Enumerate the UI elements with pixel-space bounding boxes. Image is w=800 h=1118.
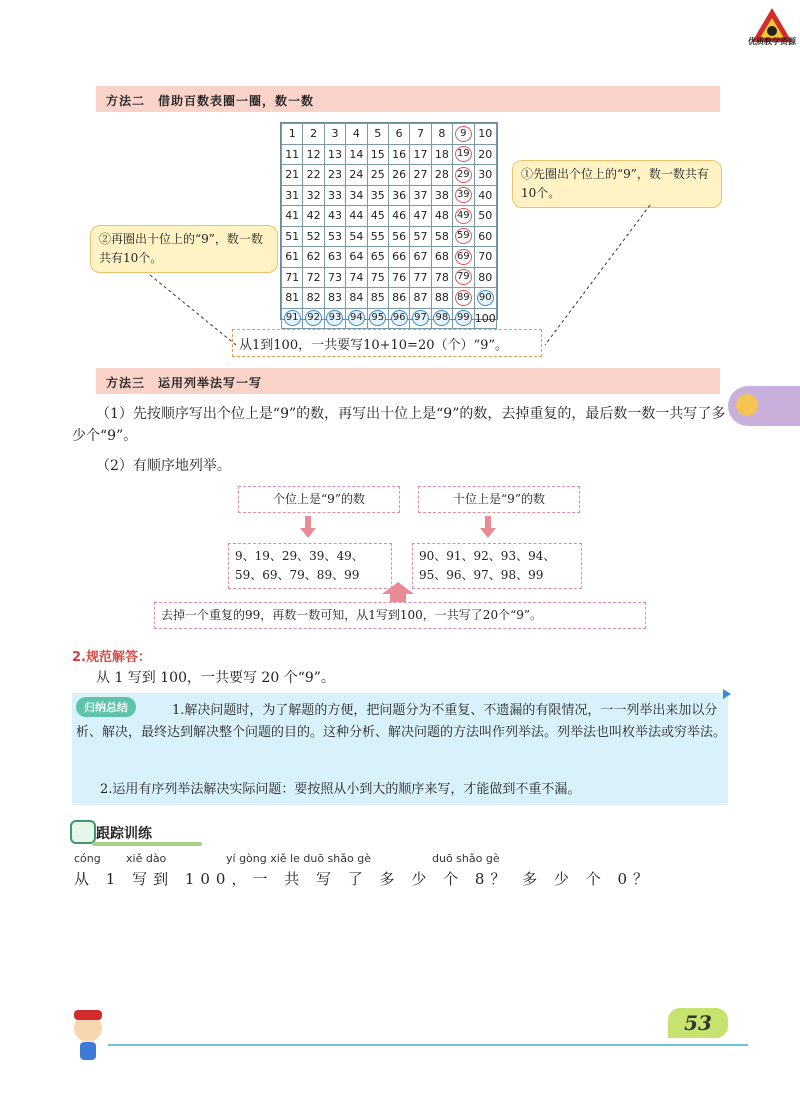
grid-cell: 63 — [324, 247, 345, 268]
grid-cell: 42 — [303, 206, 324, 227]
circled-number: 9 — [455, 126, 472, 142]
grid-cell: 46 — [388, 206, 409, 227]
tens-list-line1: 90、91、92、93、94、 — [419, 549, 556, 563]
grid-cell: 18 — [431, 144, 452, 165]
pinyin-3: yí gòng xiě le duō shǎo gè — [226, 852, 371, 865]
circled-number: 39 — [455, 187, 472, 203]
grid-cell: 86 — [388, 288, 409, 309]
summary-corner-icon — [723, 689, 731, 699]
circled-number: 95 — [369, 310, 386, 326]
grid-cell: 28 — [431, 165, 452, 186]
circled-number: 92 — [305, 310, 322, 326]
grid-cell: 76 — [388, 267, 409, 288]
circled-number: 90 — [477, 290, 494, 306]
grid-cell: 22 — [303, 165, 324, 186]
grid-cell: 72 — [303, 267, 324, 288]
grid-cell: 68 — [431, 247, 452, 268]
grid-cell: 53 — [324, 226, 345, 247]
grid-cell: 45 — [367, 206, 388, 227]
grid-cell: 75 — [367, 267, 388, 288]
conclusion-box — [154, 602, 646, 629]
grid-cell: 8 — [431, 124, 452, 145]
grid-cell: 35 — [367, 185, 388, 206]
circled-number: 29 — [455, 167, 472, 183]
grid-cell: 21 — [282, 165, 303, 186]
grid-cell: 23 — [324, 165, 345, 186]
bubble-ones-text: ①先圈出个位上的“9”，数一数共有10个。 — [521, 167, 709, 200]
up-arrow-icon — [380, 580, 416, 602]
pinyin-4: duō shǎo gè — [432, 852, 500, 865]
grid-cell: 67 — [410, 247, 431, 268]
ones-arrow-stem — [305, 516, 311, 528]
grid-cell: 2 — [303, 124, 324, 145]
pinyin-1: cóng — [74, 852, 101, 865]
circled-number: 89 — [455, 290, 472, 306]
exercise-text: 从 1 写到 100，一 共 写 了 多 少 个 8？ 多 少 个 0？ — [74, 870, 655, 888]
circled-number: 49 — [455, 208, 472, 224]
circled-number: 69 — [455, 249, 472, 265]
grid-cell: 37 — [410, 185, 431, 206]
tens-list-box — [412, 543, 582, 589]
grid-cell: 62 — [303, 247, 324, 268]
answer-text: 从 1 写到 100，一共要写 20 个“9”。 — [96, 670, 335, 686]
grid-cell: 80 — [474, 267, 496, 288]
circled-number: 99 — [455, 310, 472, 326]
grid-cell: 34 — [346, 185, 367, 206]
grid-cell: 84 — [346, 288, 367, 309]
grid-cell: 10 — [474, 124, 496, 145]
grid-cell: 30 — [474, 165, 496, 186]
grid-cell: 50 — [474, 206, 496, 227]
circled-number: 79 — [455, 269, 472, 285]
grid-cell: 33 — [324, 185, 345, 206]
grid-cell: 17 — [410, 144, 431, 165]
footer-line — [108, 1044, 748, 1046]
grid-cell: 52 — [303, 226, 324, 247]
result-text: 从1到100，一共要写10+10=20（个）“9”。 — [239, 338, 509, 353]
ones-arrow-icon — [300, 528, 316, 538]
circled-number: 96 — [391, 310, 408, 326]
grid-cell: 13 — [324, 144, 345, 165]
practice-title: 跟踪训练 — [96, 826, 152, 842]
tens-list-line2: 95、96、97、98、99 — [419, 568, 544, 582]
grid-cell: 12 — [303, 144, 324, 165]
grid-cell: 51 — [282, 226, 303, 247]
grid-cell: 27 — [410, 165, 431, 186]
connector-lines — [0, 0, 800, 360]
method3-p2: （2）有顺序地列举。 — [96, 458, 231, 474]
ones-list-box — [228, 543, 392, 589]
grid-cell: 26 — [388, 165, 409, 186]
grid-cell: 31 — [282, 185, 303, 206]
tens-arrow-icon — [480, 528, 496, 538]
grid-cell: 20 — [474, 144, 496, 165]
grid-cell: 14 — [346, 144, 367, 165]
grid-cell: 66 — [388, 247, 409, 268]
summary-box — [72, 693, 728, 805]
grid-cell: 11 — [282, 144, 303, 165]
grid-cell: 55 — [367, 226, 388, 247]
grid-cell: 81 — [282, 288, 303, 309]
grid-cell: 47 — [410, 206, 431, 227]
method3-title: 方法三 运用列举法写一写 — [106, 376, 263, 390]
tens-label: 十位上是“9”的数 — [453, 492, 545, 506]
grid-cell: 38 — [431, 185, 452, 206]
circled-number: 59 — [455, 228, 472, 244]
grid-cell: 85 — [367, 288, 388, 309]
tens-arrow-stem — [485, 516, 491, 528]
conclusion-text: 去掉一个重复的99，再数一数可知，从1写到100，一共写了20个“9”。 — [161, 608, 542, 622]
page-number: 53 — [668, 1008, 728, 1038]
ones-list-line1: 9、19、29、39、49、 — [235, 549, 364, 563]
grid-cell: 32 — [303, 185, 324, 206]
grid-cell: 70 — [474, 247, 496, 268]
logo-text: 优质教学资源 — [748, 37, 796, 46]
ones-label-box — [238, 486, 400, 513]
grid-cell: 1 — [282, 124, 303, 145]
grid-cell: 6 — [388, 124, 409, 145]
summary-p2: 2.运用有序列举法解决实际问题：要按照从小到大的顺序来写，才能做到不重不漏。 — [100, 782, 581, 797]
grid-cell: 36 — [388, 185, 409, 206]
circled-number: 93 — [326, 310, 343, 326]
summary-p1: 1.解决问题时，为了解题的方便，把问题分为不重复、不遗漏的有限情况，一一列举出来加以分析、解决，最终达到解决整个问题的目的。这种分析、解决问题的方法叫作列举法。列举法也叫枚举法或穷举法。 — [76, 703, 727, 740]
grid-cell: 24 — [346, 165, 367, 186]
grid-cell: 25 — [367, 165, 388, 186]
grid-cell: 64 — [346, 247, 367, 268]
grid-cell: 60 — [474, 226, 496, 247]
ones-label: 个位上是“9”的数 — [273, 492, 365, 506]
circled-number: 19 — [455, 146, 472, 162]
grid-cell: 4 — [346, 124, 367, 145]
grid-cell: 73 — [324, 267, 345, 288]
pinyin-2: xiě dào — [126, 852, 167, 865]
grid-cell: 41 — [282, 206, 303, 227]
grid-cell: 82 — [303, 288, 324, 309]
method3-p1: （1）先按顺序写出个位上是“9”的数，再写出十位上是“9”的数，去掉重复的，最后数一数一共写了多少个“9”。 — [72, 406, 726, 444]
grid-cell: 88 — [431, 288, 452, 309]
grid-cell: 61 — [282, 247, 303, 268]
circled-number: 91 — [284, 310, 301, 326]
grid-cell: 3 — [324, 124, 345, 145]
result-box — [232, 329, 542, 357]
grid-cell: 15 — [367, 144, 388, 165]
grid-cell: 100 — [474, 308, 496, 329]
grid-cell: 48 — [431, 206, 452, 227]
answer-heading: 2.规范解答： — [72, 650, 151, 665]
circled-number: 97 — [412, 310, 429, 326]
grid-cell: 71 — [282, 267, 303, 288]
grid-cell: 40 — [474, 185, 496, 206]
grid-cell: 58 — [431, 226, 452, 247]
circled-number: 98 — [433, 310, 450, 326]
method2-title: 方法二 借助百数表圈一圈，数一数 — [106, 94, 315, 108]
bubble-tens-text: ②再圈出十位上的“9”，数一数共有10个。 — [99, 232, 263, 265]
grid-cell: 43 — [324, 206, 345, 227]
ones-list-line2: 59、69、79、89、99 — [235, 568, 360, 582]
mascot-footer-icon — [66, 1008, 110, 1064]
grid-cell: 7 — [410, 124, 431, 145]
grid-cell: 87 — [410, 288, 431, 309]
grid-cell: 83 — [324, 288, 345, 309]
tens-label-box — [418, 486, 580, 513]
mascot-icon — [736, 394, 758, 416]
grid-cell: 65 — [367, 247, 388, 268]
practice-icon — [70, 820, 96, 844]
grid-cell: 44 — [346, 206, 367, 227]
circled-number: 94 — [348, 310, 365, 326]
grid-cell: 5 — [367, 124, 388, 145]
grid-cell: 57 — [410, 226, 431, 247]
grid-cell: 78 — [431, 267, 452, 288]
grid-cell: 16 — [388, 144, 409, 165]
grid-cell: 74 — [346, 267, 367, 288]
grid-cell: 77 — [410, 267, 431, 288]
practice-underline — [92, 842, 202, 846]
grid-cell: 54 — [346, 226, 367, 247]
summary-badge: 归纳总结 — [76, 697, 136, 717]
grid-cell: 56 — [388, 226, 409, 247]
